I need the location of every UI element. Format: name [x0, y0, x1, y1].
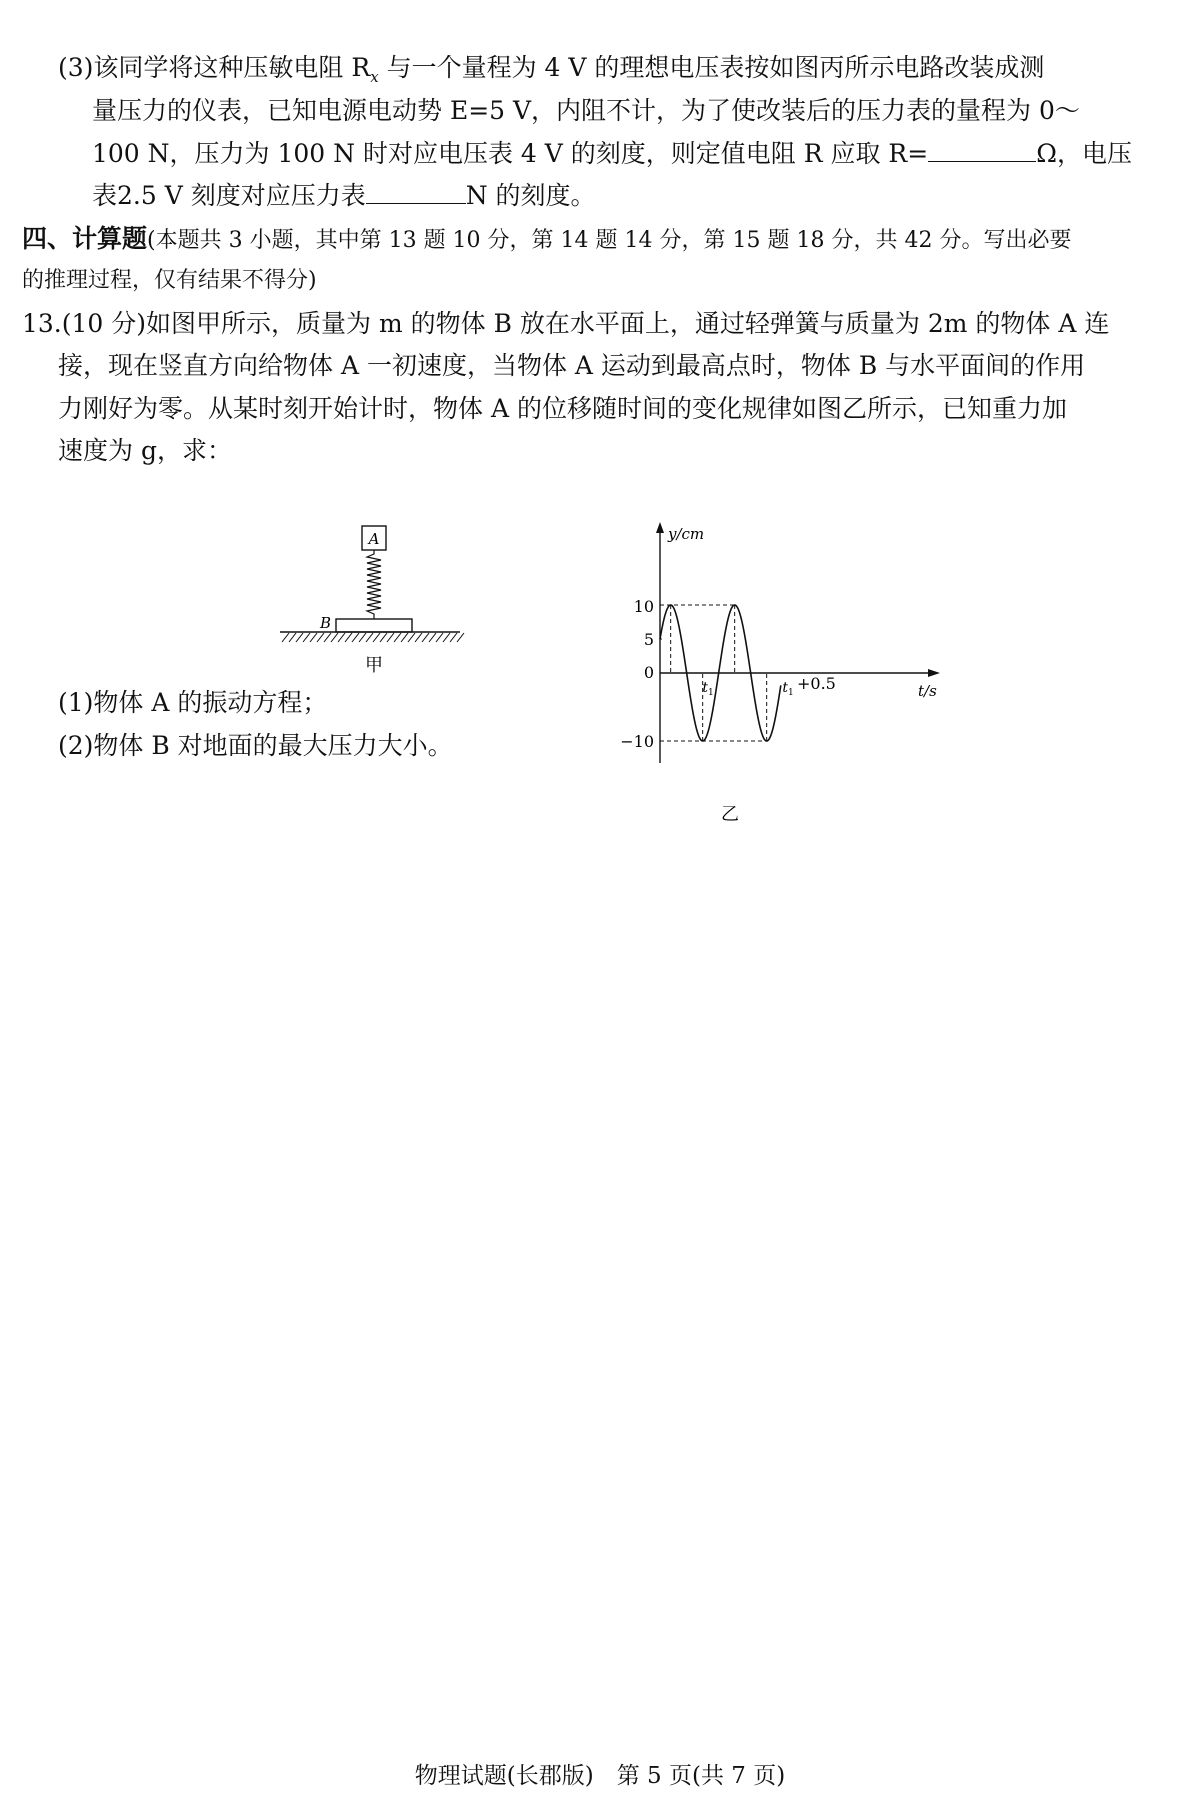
hatch-mark [415, 633, 422, 642]
q13-line4: 速度为 g，求： [58, 436, 232, 465]
block-b-label: B [320, 614, 332, 632]
hatch-mark [296, 633, 303, 642]
y-axis-arrow [656, 522, 664, 533]
hatch-mark [303, 633, 310, 642]
x-tick-t1-plus-suffix: +0.5 [797, 674, 836, 693]
hatch-mark [394, 633, 401, 642]
q12-3-line4: 表2.5 V 刻度对应压力表 N 的刻度。 [92, 181, 596, 210]
x-axis-arrow [928, 669, 940, 677]
q13-line2: 接，现在竖直方向给物体 A 一初速度，当物体 A 运动到最高点时，物体 B 与水平面间的作用 [58, 351, 1086, 380]
section4-note-line2: 的推理过程，仅有结果不得分) [22, 268, 317, 293]
q13-sub2: (2)物体 B 对地面的最大压力大小。 [58, 731, 453, 760]
q13-line3: 力刚好为零。从某时刻开始计时，物体 A 的位移随时间的变化规律如图乙所示，已知重力加 [58, 394, 1067, 423]
hatch-mark [443, 633, 450, 642]
hatch-mark [289, 633, 296, 642]
hatch-mark [373, 633, 380, 642]
hatch-mark [436, 633, 443, 642]
section4-heading [22, 224, 1071, 256]
figure-yi-chart [610, 525, 970, 825]
block-b [336, 619, 412, 632]
q13-sub1: (1)物体 A 的振动方程； [58, 688, 328, 717]
section4-note: (本题共 3 小题，其中第 13 题 10 分，第 14 题 14 分，第 15 题 18 分，共 42 分。写出必要 [147, 228, 1072, 253]
hatch-mark [401, 633, 408, 642]
x-axis-label: t/s [918, 682, 937, 700]
hatch-mark [380, 633, 387, 642]
section4-title: 四、计算题 [22, 224, 148, 253]
figure-jia-caption: 甲 [365, 655, 383, 676]
answer-blank-r[interactable] [928, 139, 1036, 162]
x-tick-t1: $t_1$ [702, 680, 714, 698]
y-axis-label: y/cm [668, 525, 705, 543]
hatch-mark [359, 633, 366, 642]
hatch-mark [331, 633, 338, 642]
hatch-mark [457, 633, 464, 642]
block-a-label: A [368, 530, 380, 548]
page-footer: 物理试题(长郡版) 第 5 页(共 7 页) [414, 1763, 786, 1789]
hatch-mark [352, 633, 359, 642]
figure-jia [270, 515, 470, 690]
q12-3-line1: (3)该同学将这种压敏电阻 $R_x$ 与一个量程为 4 V 的理想电压表按如图丙所示电路改装成测 [58, 53, 1045, 86]
figure-yi-caption: 乙 [721, 804, 739, 825]
hatch-mark [408, 633, 415, 642]
hatch-mark [345, 633, 352, 642]
hatch-mark [450, 633, 457, 642]
hatch-mark [282, 633, 289, 642]
hatch-mark [422, 633, 429, 642]
y-tick-neg10: −10 [620, 732, 654, 751]
hatch-mark [324, 633, 331, 642]
y-tick-0: 0 [643, 663, 654, 682]
y-tick-5: 5 [643, 630, 654, 649]
q12-3-line2: 量压力的仪表，已知电源电动势 E=5 V，内阻不计，为了使改装后的压力表的量程为 0～ [92, 96, 1080, 125]
hatch-mark [317, 633, 324, 642]
q13-line1: 13.(10 分)如图甲所示，质量为 m 的物体 B 放在水平面上，通过轻弹簧与质量为 2m 的物体 A 连 [22, 309, 1110, 338]
hatch-mark [387, 633, 394, 642]
hatch-mark [338, 633, 345, 642]
answer-blank-force[interactable] [366, 181, 466, 204]
q12-3-line3: 100 N，压力为 100 N 时对应电压表 4 V 的刻度，则定值电阻 R 应取 R= Ω，电压 [92, 139, 1132, 168]
ground-hatch [282, 633, 464, 642]
hatch-mark [310, 633, 317, 642]
hatch-mark [366, 633, 373, 642]
hatch-mark [429, 633, 436, 642]
spring [367, 550, 381, 619]
x-tick-t1-plus: $t_1$ [782, 680, 794, 698]
y-tick-10: 10 [633, 597, 654, 616]
